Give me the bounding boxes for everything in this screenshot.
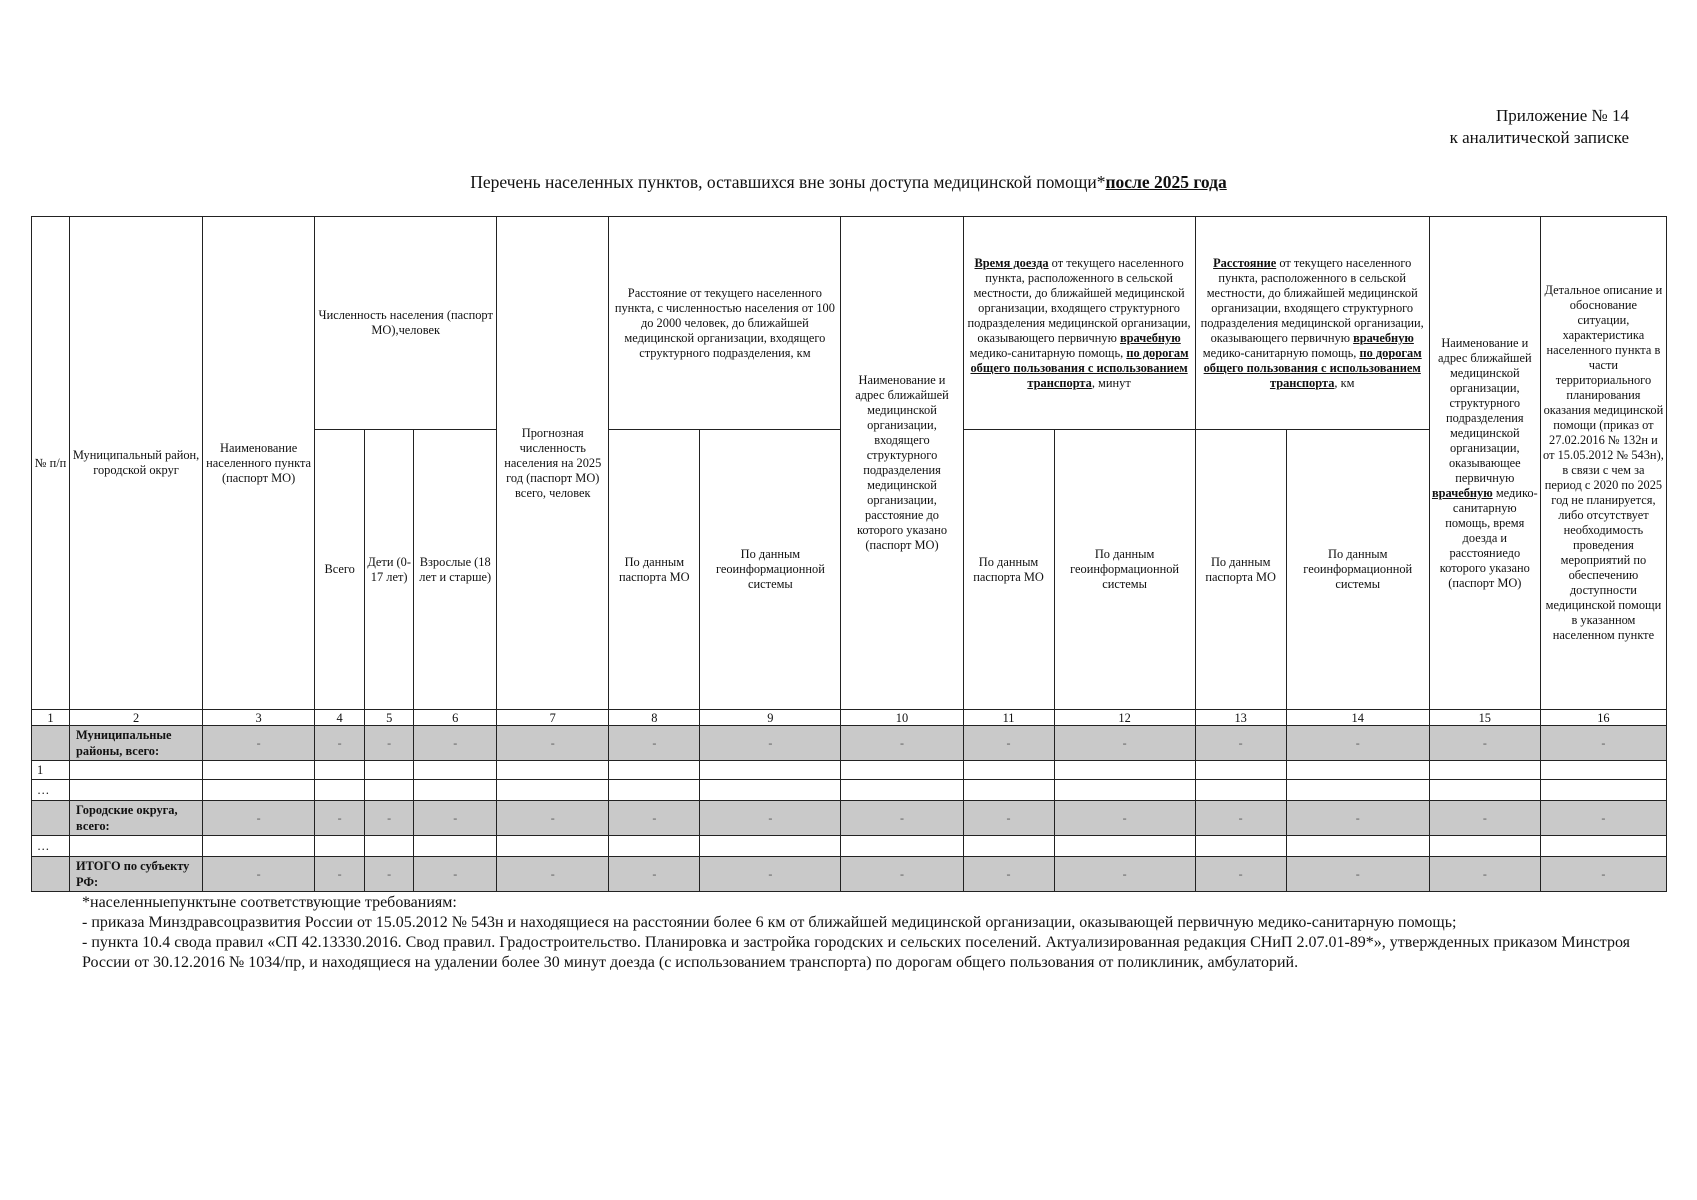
dash-cell: -: [497, 857, 609, 892]
dash-cell: -: [1054, 801, 1195, 836]
road-distance-text-3: , км: [1334, 375, 1355, 390]
empty-cell: [414, 836, 497, 857]
empty-cell: [70, 780, 203, 801]
municipal-total-label: Муниципальные районы, всего:: [70, 726, 203, 761]
empty-cell: [609, 836, 700, 857]
header-col-15: [1429, 217, 1540, 710]
urban-row-ellipsis: [32, 836, 1667, 857]
column-number: 1: [32, 710, 70, 726]
header-col-13: По данным паспорта МО: [1195, 430, 1286, 710]
header-col-1: № п/п: [32, 217, 70, 710]
column-number: 12: [1054, 710, 1195, 726]
empty-cell: [1286, 780, 1429, 801]
empty-cell: [1429, 780, 1540, 801]
appendix-reference: к аналитической записке: [1449, 128, 1629, 147]
col-15-text-1: Наименование и адрес ближайшей медицинской организации, структурного подразделения медицинской организации, оказывающее первичную: [1438, 335, 1532, 485]
appendix-number: Приложение № 14: [1496, 106, 1629, 125]
header-col-6: Взрослые (18 лет и старше): [414, 430, 497, 710]
empty-cell: [315, 761, 365, 780]
dash-cell: -: [700, 857, 841, 892]
empty-cell: [1540, 761, 1666, 780]
dash-cell: -: [963, 857, 1054, 892]
dash-cell: -: [315, 857, 365, 892]
road-distance-bold-1: Расстояние: [1213, 255, 1277, 270]
dash-cell: -: [497, 726, 609, 761]
dash-cell: -: [1286, 726, 1429, 761]
empty-cell: [32, 857, 70, 892]
empty-cell: [1540, 780, 1666, 801]
municipal-total-row: [32, 726, 1667, 761]
empty-cell: [1195, 761, 1286, 780]
column-number-row: [32, 710, 1667, 726]
empty-cell: [1195, 780, 1286, 801]
empty-cell: [70, 836, 203, 857]
empty-cell: [963, 836, 1054, 857]
dash-cell: -: [1429, 801, 1540, 836]
column-number: 16: [1540, 710, 1666, 726]
header-distance-group: Расстояние от текущего населенного пункта, с численностью населения от 100 до 2000 человек, до ближайшей медицинской организации, входящего структурного подразделения, км: [609, 217, 841, 430]
column-number: 8: [609, 710, 700, 726]
row-number: 1: [32, 761, 70, 780]
dash-cell: -: [1540, 857, 1666, 892]
header-col-8: По данным паспорта МО: [609, 430, 700, 710]
dash-cell: -: [700, 801, 841, 836]
municipal-row-ellipsis: [32, 780, 1667, 801]
header-col-14: По данным геоинформационной системы: [1286, 430, 1429, 710]
travel-time-text-2: медико-санитарную помощь,: [969, 345, 1127, 360]
empty-cell: [700, 761, 841, 780]
dash-cell: -: [1540, 726, 1666, 761]
empty-cell: [1054, 780, 1195, 801]
column-number: 2: [70, 710, 203, 726]
empty-cell: [1054, 761, 1195, 780]
header-col-9: По данным геоинформационной системы: [700, 430, 841, 710]
column-number: 7: [497, 710, 609, 726]
empty-cell: [841, 761, 963, 780]
dash-cell: -: [414, 726, 497, 761]
empty-cell: [1286, 761, 1429, 780]
dash-cell: -: [414, 801, 497, 836]
urban-total-label: Городские округа, всего:: [70, 801, 203, 836]
travel-time-bold-2: врачебную: [1119, 330, 1181, 345]
road-distance-text-2: медико-санитарную помощь,: [1202, 345, 1360, 360]
travel-time-bold-1: Время доезда: [974, 255, 1049, 270]
col-15-bold: врачебную: [1431, 485, 1493, 500]
empty-cell: [497, 780, 609, 801]
footnote-item-sp-42: - пункта 10.4 свода правил «СП 42.13330.2016. Свод правил. Градостроительство. Планировка и застройка городских и сельских поселений. Актуализированная редакция СНиП 2.07.01-89*», утвержденных приказом Минстроя России от 30.12.2016 № 1034/пр, и находящиеся на удалении более 30 минут доезда (с использованием транспорта) по дорогам общего пользования от поликлиник, амбулаторий.: [82, 934, 1631, 971]
empty-cell: [963, 780, 1054, 801]
dash-cell: -: [1286, 801, 1429, 836]
appendix-label: [1209, 105, 1629, 149]
municipal-row-1: [32, 761, 1667, 780]
empty-cell: [700, 780, 841, 801]
empty-cell: [315, 836, 365, 857]
empty-cell: [203, 836, 315, 857]
travel-time-bold-3: по дорогам общего пользования с использованием транспорта: [970, 345, 1189, 390]
empty-cell: [1540, 836, 1666, 857]
empty-cell: [1429, 836, 1540, 857]
header-col-16: Детальное описание и обоснование ситуации, характеристика населенного пункта в части территориального планирования оказания медицинской помощи (приказ от 27.02.2016 № 132н и от 15.05.2012 № 543н), в связи с чем за период с 2020 по 2025 год не планируется, либо отсутствует необходимость проведения мероприятий по обеспечению доступности медицинской помощи в указанном населенном пункте: [1540, 217, 1666, 710]
dash-cell: -: [841, 857, 963, 892]
dash-cell: -: [609, 801, 700, 836]
empty-cell: [1286, 836, 1429, 857]
dash-cell: -: [497, 801, 609, 836]
column-number: 10: [841, 710, 963, 726]
empty-cell: [70, 761, 203, 780]
header-road-distance-group: [1195, 217, 1429, 430]
empty-cell: [315, 780, 365, 801]
col-15-text-2: медико-санитарную помощь, время доезда и расстояниедо которого указано (паспорт МО): [1439, 485, 1538, 590]
grand-total-row: [32, 857, 1667, 892]
column-number: 15: [1429, 710, 1540, 726]
road-distance-bold-3: по дорогам общего пользования с использованием транспорта: [1203, 345, 1422, 390]
empty-cell: [365, 836, 414, 857]
header-col-3: Наименование населенного пункта (паспорт МО): [203, 217, 315, 710]
footnote-intro: *населенныепунктыне соответствующие требованиям:: [82, 894, 457, 911]
document-title: [0, 172, 1697, 193]
empty-cell: [32, 726, 70, 761]
empty-cell: [700, 836, 841, 857]
dash-cell: -: [700, 726, 841, 761]
empty-cell: [414, 761, 497, 780]
dash-cell: -: [315, 726, 365, 761]
dash-cell: -: [1429, 726, 1540, 761]
column-number: 3: [203, 710, 315, 726]
empty-cell: [365, 761, 414, 780]
empty-cell: [497, 836, 609, 857]
header-row-top: [32, 217, 1667, 430]
dash-cell: -: [963, 726, 1054, 761]
dash-cell: -: [841, 726, 963, 761]
dash-cell: -: [1286, 857, 1429, 892]
ellipsis-cell: …: [32, 836, 70, 857]
header-col-2: Муниципальный район, городской округ: [70, 217, 203, 710]
empty-cell: [365, 780, 414, 801]
settlements-table: [31, 216, 1667, 892]
dash-cell: -: [365, 857, 414, 892]
header-col-5: Дети (0-17 лет): [365, 430, 414, 710]
column-number: 11: [963, 710, 1054, 726]
ellipsis-cell: …: [32, 780, 70, 801]
travel-time-text-1: от текущего населенного пункта, расположенного в сельской местности, до ближайшей медицинской организации, входящего структурного подразделения медицинской организации, оказывающего первичную: [967, 255, 1191, 345]
dash-cell: -: [1195, 801, 1286, 836]
column-number: 14: [1286, 710, 1429, 726]
travel-time-text-3: , минут: [1091, 375, 1131, 390]
road-distance-bold-2: врачебную: [1353, 330, 1414, 345]
empty-cell: [1054, 836, 1195, 857]
empty-cell: [841, 780, 963, 801]
dash-cell: -: [841, 801, 963, 836]
document-title-emphasis: после 2025 года: [1105, 172, 1227, 192]
urban-total-row: [32, 801, 1667, 836]
empty-cell: [32, 801, 70, 836]
empty-cell: [963, 761, 1054, 780]
dash-cell: -: [365, 801, 414, 836]
dash-cell: -: [315, 801, 365, 836]
dash-cell: -: [1054, 726, 1195, 761]
dash-cell: -: [1054, 857, 1195, 892]
dash-cell: -: [609, 726, 700, 761]
dash-cell: -: [1540, 801, 1666, 836]
empty-cell: [609, 761, 700, 780]
dash-cell: -: [609, 857, 700, 892]
road-distance-text-1: от текущего населенного пункта, расположенного в сельской местности, до ближайшей медицинской организации, входящего структурного подразделения медицинской организации, оказывающего первичную: [1200, 255, 1424, 345]
empty-cell: [203, 761, 315, 780]
header-col-11: По данным паспорта МО: [963, 430, 1054, 710]
dash-cell: -: [414, 857, 497, 892]
dash-cell: -: [203, 857, 315, 892]
empty-cell: [841, 836, 963, 857]
document-title-main: Перечень населенных пунктов, оставшихся вне зоны доступа медицинской помощи*: [470, 172, 1106, 192]
footnote: [82, 893, 1672, 973]
header-travel-time-group: [963, 217, 1195, 430]
empty-cell: [414, 780, 497, 801]
empty-cell: [203, 780, 315, 801]
dash-cell: -: [203, 726, 315, 761]
header-population-group: Численность населения (паспорт МО),человек: [315, 217, 497, 430]
dash-cell: -: [365, 726, 414, 761]
empty-cell: [497, 761, 609, 780]
header-col-7: Прогнозная численность населения на 2025 год (паспорт МО) всего, человек: [497, 217, 609, 710]
empty-cell: [609, 780, 700, 801]
grand-total-label: ИТОГО по субъекту РФ:: [70, 857, 203, 892]
empty-cell: [1195, 836, 1286, 857]
dash-cell: -: [1429, 857, 1540, 892]
column-number: 5: [365, 710, 414, 726]
dash-cell: -: [1195, 857, 1286, 892]
header-col-10: Наименование и адрес ближайшей медицинской организации, входящего структурного подразделения медицинской организации, расстояние до которого указано (паспорт МО): [841, 217, 963, 710]
footnote-item-order-543n: - приказа Минздравсоцразвития России от 15.05.2012 № 543н и находящиеся на расстоянии более 6 км от ближайшей медицинской организации, оказывающей первичную медико-санитарную помощь;: [82, 914, 1457, 931]
empty-cell: [1429, 761, 1540, 780]
dash-cell: -: [1195, 726, 1286, 761]
dash-cell: -: [963, 801, 1054, 836]
header-col-4: Всего: [315, 430, 365, 710]
column-number: 4: [315, 710, 365, 726]
column-number: 6: [414, 710, 497, 726]
column-number: 13: [1195, 710, 1286, 726]
dash-cell: -: [203, 801, 315, 836]
column-number: 9: [700, 710, 841, 726]
header-col-12: По данным геоинформационной системы: [1054, 430, 1195, 710]
